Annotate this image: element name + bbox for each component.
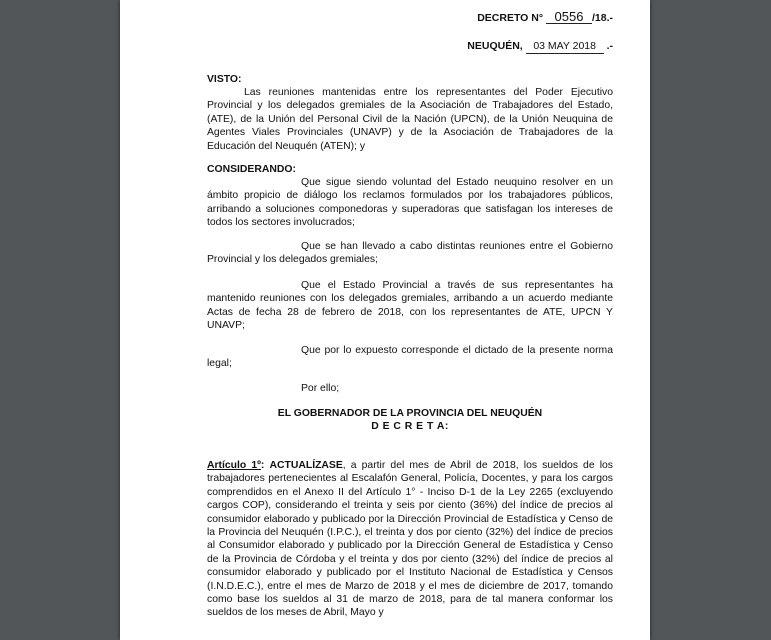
article-1 [207, 459, 613, 620]
decree-year-suffix: /18.- [591, 12, 613, 24]
por-ello: Por ello; [301, 383, 340, 394]
document-page [120, 0, 650, 640]
date-suffix: .- [606, 40, 613, 52]
considerando-paragraph: Que se han llevado a cabo distintas reuniones entre el Gobierno Provincial y los delegados gremiales; [207, 241, 613, 266]
article-1-colon: : [260, 460, 265, 471]
decree-number: 0556 [546, 10, 592, 24]
considerando-paragraph: Que por lo expuesto corresponde el dictado de la presente norma legal; [207, 345, 613, 370]
decree-date: 03 MAY 2018 [526, 40, 604, 54]
visto-heading: VISTO: [207, 74, 242, 85]
decree-label: DECRETO N° [477, 12, 544, 24]
article-1-text: , a partir del mes de Abril de 2018, los sueldos de los trabajadores pertenecientes al Escalafón General, Policía, Docentes, y para los cargos comprendidos en el Anexo II del Artículo 1° - Inciso D-1 de la Ley 2265 (excluyendo cargos COP), considerando el treinta y seis por ciento (36%) del índice de precios al consumidor elaborado y publicado por la Dirección Provincial de Estadística y Censo de la Provincia del Neuquén (I.P.C.), el treinta y dos por ciento (32%) del índice de precios al Consumidor elaborado y publicado por la Dirección General de Estadística y Censo de la Provincia de Córdoba y el treinta y dos por ciento (32%) del índice de precios al consumidor elaborado y publicado por el Instituto Nacional de Estadística y Censos (I.N.D.E.C.), entre el mes de Marzo de 2018 y el mes de diciembre de 2017, tomando como base los sueldos al 31 de marzo de 2018, para de tal manera conformar los sueldos de los meses de Abril, Mayo y [207, 460, 613, 619]
decree-number-line [477, 10, 613, 25]
decree-date-line [467, 40, 613, 54]
authority-title: EL GOBERNADOR DE LA PROVINCIA DEL NEUQUÉN [277, 408, 543, 419]
considerando-paragraph: Que sigue siendo voluntad del Estado neuquino resolver en un ámbito propicio de diálogo los reclamos formulados por los trabajadores públicos, arribando a soluciones componedoras y superadoras que satisfagan los intereses de todos los sectores involucrados; [207, 177, 613, 229]
article-1-label: Artículo 1º [207, 460, 261, 471]
place-label: NEUQUÉN, [467, 40, 523, 52]
visto-text: Las reuniones mantenidas entre los representantes del Poder Ejecutivo Provincial y los delegados gremiales de la Asociación de Trabajadores del Estado, (ATE), de la Unión del Personal Civil de la Nación (UPCN), de la Unión Neuquina de Agentes Viales Provinciales (UNAVP) y de la Asociación de Trabajadores de la Educación del Neuquén (ATEN); y [207, 87, 613, 152]
decreta-title: D E C R E T A: [371, 421, 449, 432]
considerando-heading: CONSIDERANDO: [207, 164, 296, 175]
considerando-paragraph: Que el Estado Provincial a través de sus representantes ha mantenido reuniones con los delegados gremiales, arribando a un acuerdo mediante Actas de fecha 28 de febrero de 2018, con los representantes de ATE, UPCN Y UNAVP; [207, 280, 613, 332]
article-1-verb: ACTUALÍZASE [269, 460, 343, 471]
